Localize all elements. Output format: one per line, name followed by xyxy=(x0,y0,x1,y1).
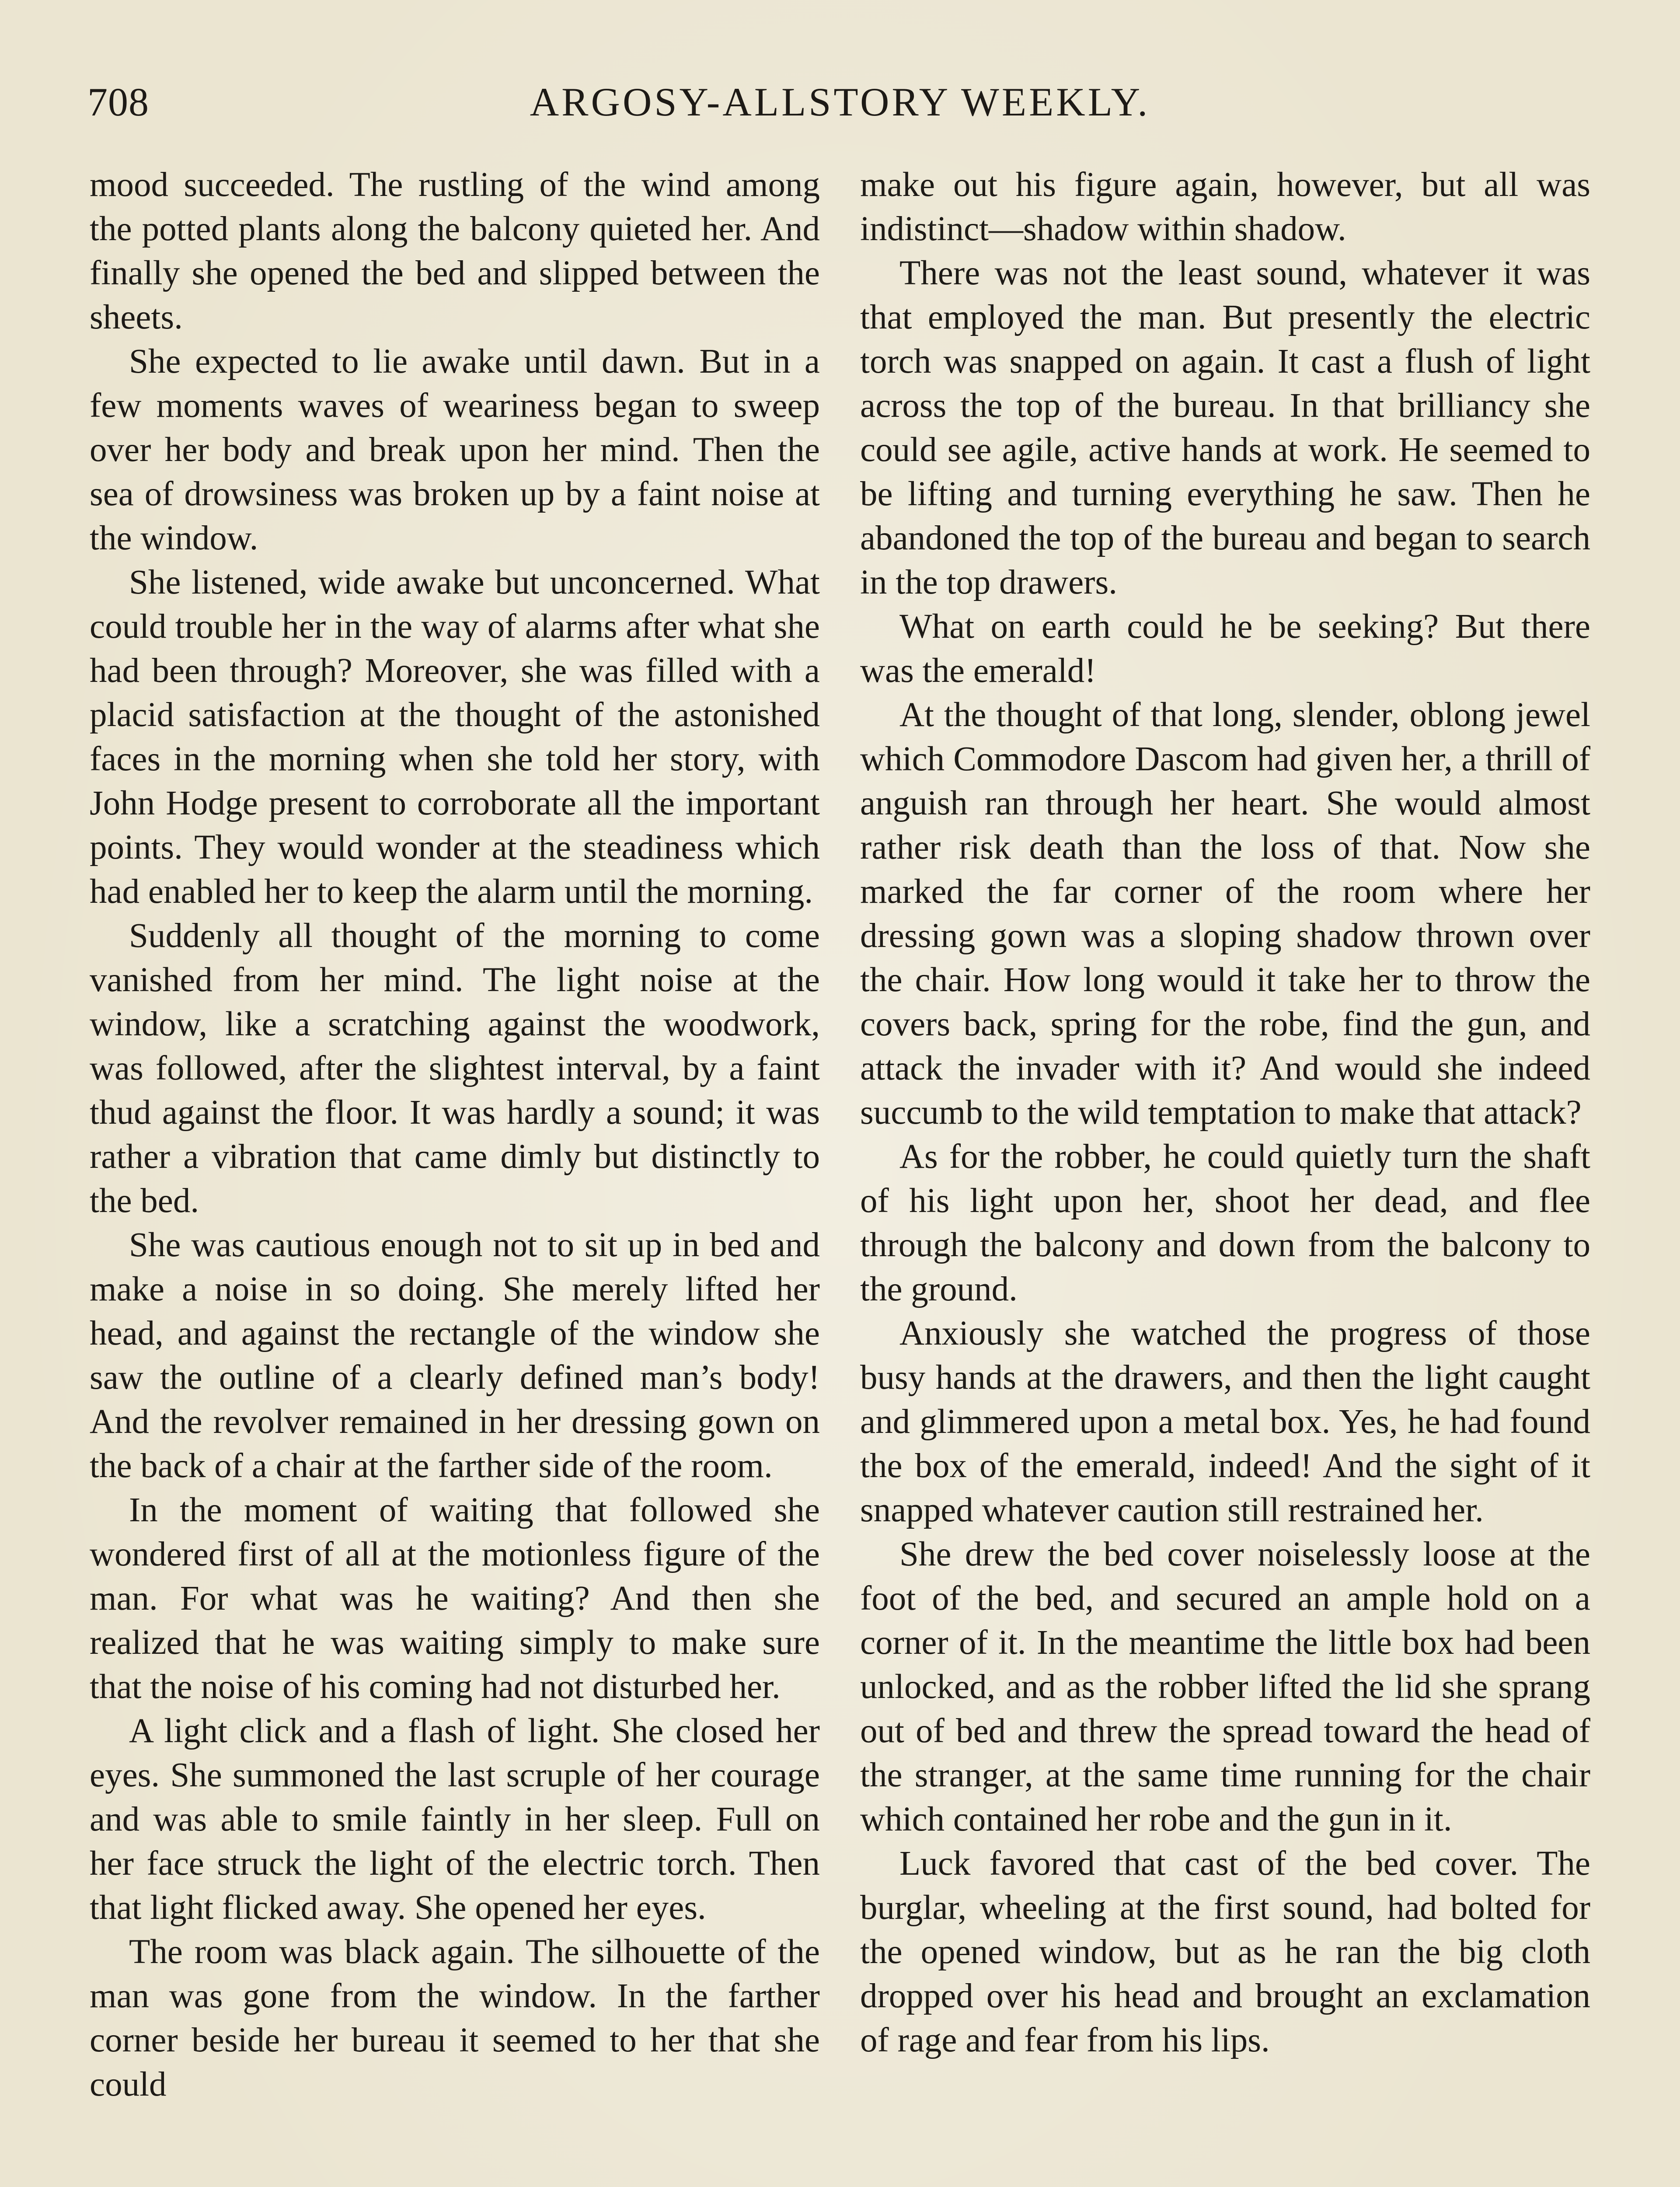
running-title: ARGOSY-ALLSTORY WEEKLY. xyxy=(530,80,1150,124)
paragraph: mood succeeded. The rustling of the wind among the potted plants along the balcony quieted her. And finally she opened the bed and slipped between the sheets. xyxy=(90,166,820,336)
paragraph: Anxiously she watched the progress of those busy hands at the drawers, and then the light caught and glimmered upon a metal box. Yes, he had found the box of the emerald, indeed! And the sight of it snapped whatever caution still restrained her. xyxy=(860,1314,1590,1529)
paragraph: At the thought of that long, slender, oblong jewel which Commodore Dascom had given her, a thrill of anguish ran through her heart. She would almost rather risk death than the loss of that. Now she marked the far corner of the room where her dressing gown was a sloping shadow thrown over the chair. How long would it take her to throw the covers back, spring for the robe, find the gun, and attack the invader with it? And would she indeed succumb to the wild temptation to make that attack? xyxy=(860,696,1590,1132)
paragraph: She listened, wide awake but unconcerned. What could trouble her in the way of alarms after what she had been through? Moreover, she was filled with a placid satisfaction at the thought of the astonished faces in the morning when she told her story, with John Hodge present to corroborate all the important points. They would wonder at the steadiness which had enabled her to keep the alarm until the morning. xyxy=(90,563,820,911)
page-header xyxy=(87,79,1593,131)
page-number: 708 xyxy=(87,80,149,124)
paragraph: In the moment of waiting that followed she wondered first of all at the motionless figure of the man. For what was he waiting? And then she realized that he was waiting simply to make sure that the noise of his coming had not disturbed her. xyxy=(90,1491,820,1706)
paragraph: What on earth could he be seeking? But there was the emerald! xyxy=(860,608,1590,690)
right-column xyxy=(860,163,1590,2062)
paragraph: make out his figure again, however, but all was indistinct—shadow within shadow. xyxy=(860,166,1590,248)
paragraph: She was cautious enough not to sit up in bed and make a noise in so doing. She merely lifted her head, and against the rectangle of the window she saw the outline of a clearly defined man’s body! And the revolver remained in her dressing gown on the back of a chair at the farther side of the room. xyxy=(90,1226,820,1485)
paragraph: The room was black again. The silhouette of the man was gone from the window. In the farther corner beside her bureau it seemed to her that she could xyxy=(90,1933,820,2103)
paragraph: Luck favored that cast of the bed cover. The burglar, wheeling at the first sound, had bolted for the opened window, but as he ran the big cloth dropped over his head and brought an exclamation of rage and fear from his lips. xyxy=(860,1845,1590,2059)
paragraph: Suddenly all thought of the morning to come vanished from her mind. The light noise at the window, like a scratching against the woodwork, was followed, after the slightest interval, by a faint thud against the floor. It was hardly a sound; it was rather a vibration that came dimly but distinctly to the bed. xyxy=(90,917,820,1220)
paragraph: She drew the bed cover noiselessly loose at the foot of the bed, and secured an ample hold on a corner of it. In the meantime the little box had been unlocked, and as the robber lifted the lid she sprang out of bed and threw the spread toward the head of the stranger, at the same time running for the chair which contained her robe and the gun in it. xyxy=(860,1535,1590,1838)
left-column xyxy=(90,163,820,2107)
paragraph: There was not the least sound, whatever it was that employed the man. But presently the electric torch was snapped on again. It cast a flush of light across the top of the bureau. In that brilliancy she could see agile, active hands at work. He seemed to be lifting and turning everything he saw. Then he abandoned the top of the bureau and began to search in the top drawers. xyxy=(860,254,1590,601)
paragraph: She expected to lie awake until dawn. But in a few moments waves of weariness began to sweep over her body and break upon her mind. Then the sea of drowsiness was broken up by a faint noise at the window. xyxy=(90,342,820,557)
paragraph: As for the robber, he could quietly turn the shaft of his light upon her, shoot her dead, and flee through the balcony and down from the balcony to the ground. xyxy=(860,1138,1590,1308)
paragraph: A light click and a flash of light. She closed her eyes. She summoned the last scruple of her courage and was able to smile faintly in her sleep. Full on her face struck the light of the electric torch. Then that light flicked away. She opened her eyes. xyxy=(90,1712,820,1927)
